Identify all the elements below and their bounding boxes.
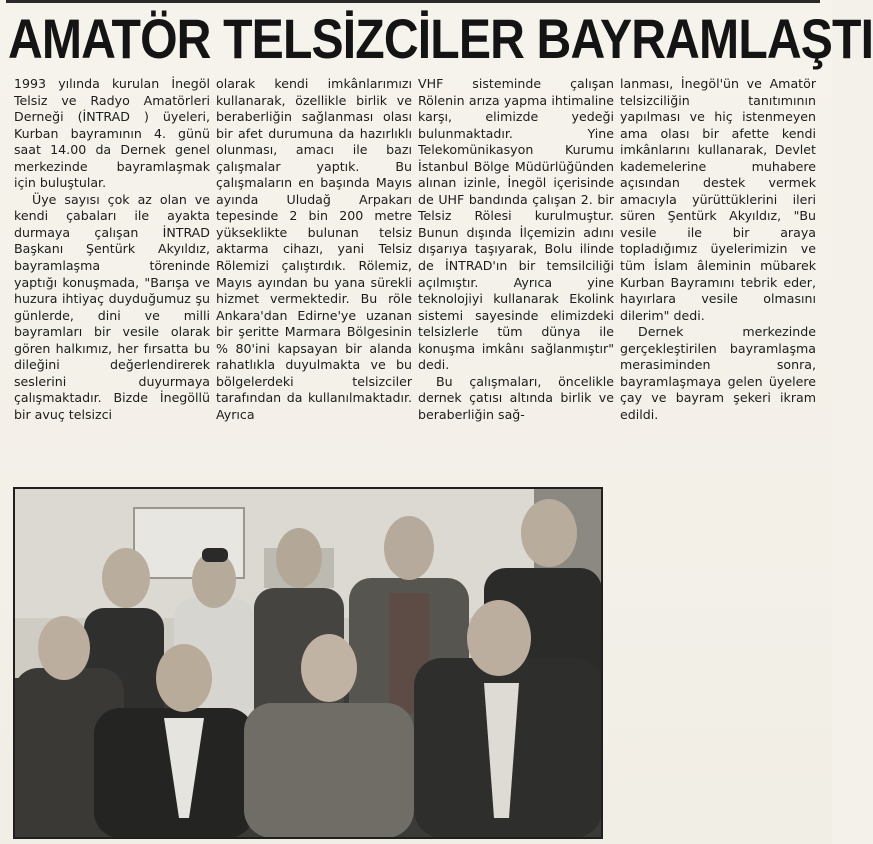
paragraph: Bu çalışmaları, öncelikle dernek çatısı altında birlik ve beraberliğin sağ- [418,373,614,422]
paragraph: Dernek merkezinde gerçekleştirilen bayramlaşma merasiminden sonra, bayramlaşmaya gelen üyelere çay ve bayram şekeri ikram edildi. [620,324,816,422]
paragraph: lanması, İnegöl'ün ve Amatör telsizciliğin tanıtımının yapılması ve hiç istenmeyen ama olası bir afette kendi imkânlarını kullanarak, Devlet kademelerine muhabere açısından destek vermek amacıyla yürüttüklerini ileri süren Şentürk Akyıldız, "Bu vesile ile bir araya topladığımız üyelerimizin ve tüm İslam âleminin mübarek Kurban Bayramını tebrik eder, hayırlara vesile olmasını dilerim" dedi. [620,76,816,323]
article-column-2 [216,76,412,423]
paragraph: 1993 yılında kurulan İnegöl Telsiz ve Radyo Amatörleri Derneği (İNTRAD ) üyeleri, Kurban bayramının 4. günü saat 14.00 da Dernek genel merkezinde bayramlaşmak için buluştular. [14,76,210,191]
article-column-4 [620,76,816,471]
article-column-1 [14,76,210,423]
group-photo [14,488,602,838]
headline: AMATÖR TELSİZCİLER BAYRAMLAŞTI [8,7,873,70]
top-rule [6,0,820,3]
article-body [14,76,814,486]
group-photo-illustration [14,488,602,838]
paragraph: Üye sayısı çok az olan ve kendi çabaları ile ayakta durmaya çalışan İNTRAD Başkanı Şentürk Akyıldız, bayramlaşma töreninde yaptığı konuşmada, "Barışa ve huzura ihtiyaç duyduğumuz şu günlerde, dini ve milli bayramları bir vesile olarak gören halkımız, her fırsatta bu dileğini değerlendirerek seslerini duyurmaya çalışmaktadır. Bizde İnegöllü bir avuç telsizci [14,191,210,422]
article-column-3 [418,76,614,423]
paragraph: olarak kendi imkânlarımızı kullanarak, özellikle birlik ve beraberliğin sağlanması olası bir afet durumuna da hazırlıklı olunması, amacı ile bazı çalışmalar yaptık. Bu çalışmaların en başında Mayıs ayında Uludağ Arpakarı tepesinde 2 bin 200 metre yükseklikte bulunan telsiz aktarma cihazı, yani Telsiz Rölemizi çalıştırdık. Rölemiz, Mayıs ayından bu yana sürekli hizmet vermektedir. Bu röle Ankara'dan Edirne'ye uzanan bir şeritte Marmara Bölgesinin % 80'ini kapsayan bir alanda rahatlıkla duyulmakta ve bu bölgelerdeki telsizciler tarafından da kullanılmaktadır. Ayrıca [216,76,412,422]
paragraph: VHF sisteminde çalışan Rölenin arıza yapma ihtimaline karşı, elimizde yedeği bulunmaktadır. Yine Telekomünikasyon Kurumu İstanbul Bölge Müdürlüğünden alınan izinle, İnegöl içerisinde de UHF bandında çalışan 2. bir Telsiz Rölesi kurulmuştur. Bunun dışında İlçemizin adını dışarıya taşıyarak, Bolu ilinde de İNTRAD'ın bir temsilciliği açılmıştır. Ayrıca yine teknolojiyi kullanarak Ekolink sistemi sayesinde elimizdeki telsizlerle tüm dünya ile konuşma imkânı sağlanmıştır" dedi. [418,76,614,373]
